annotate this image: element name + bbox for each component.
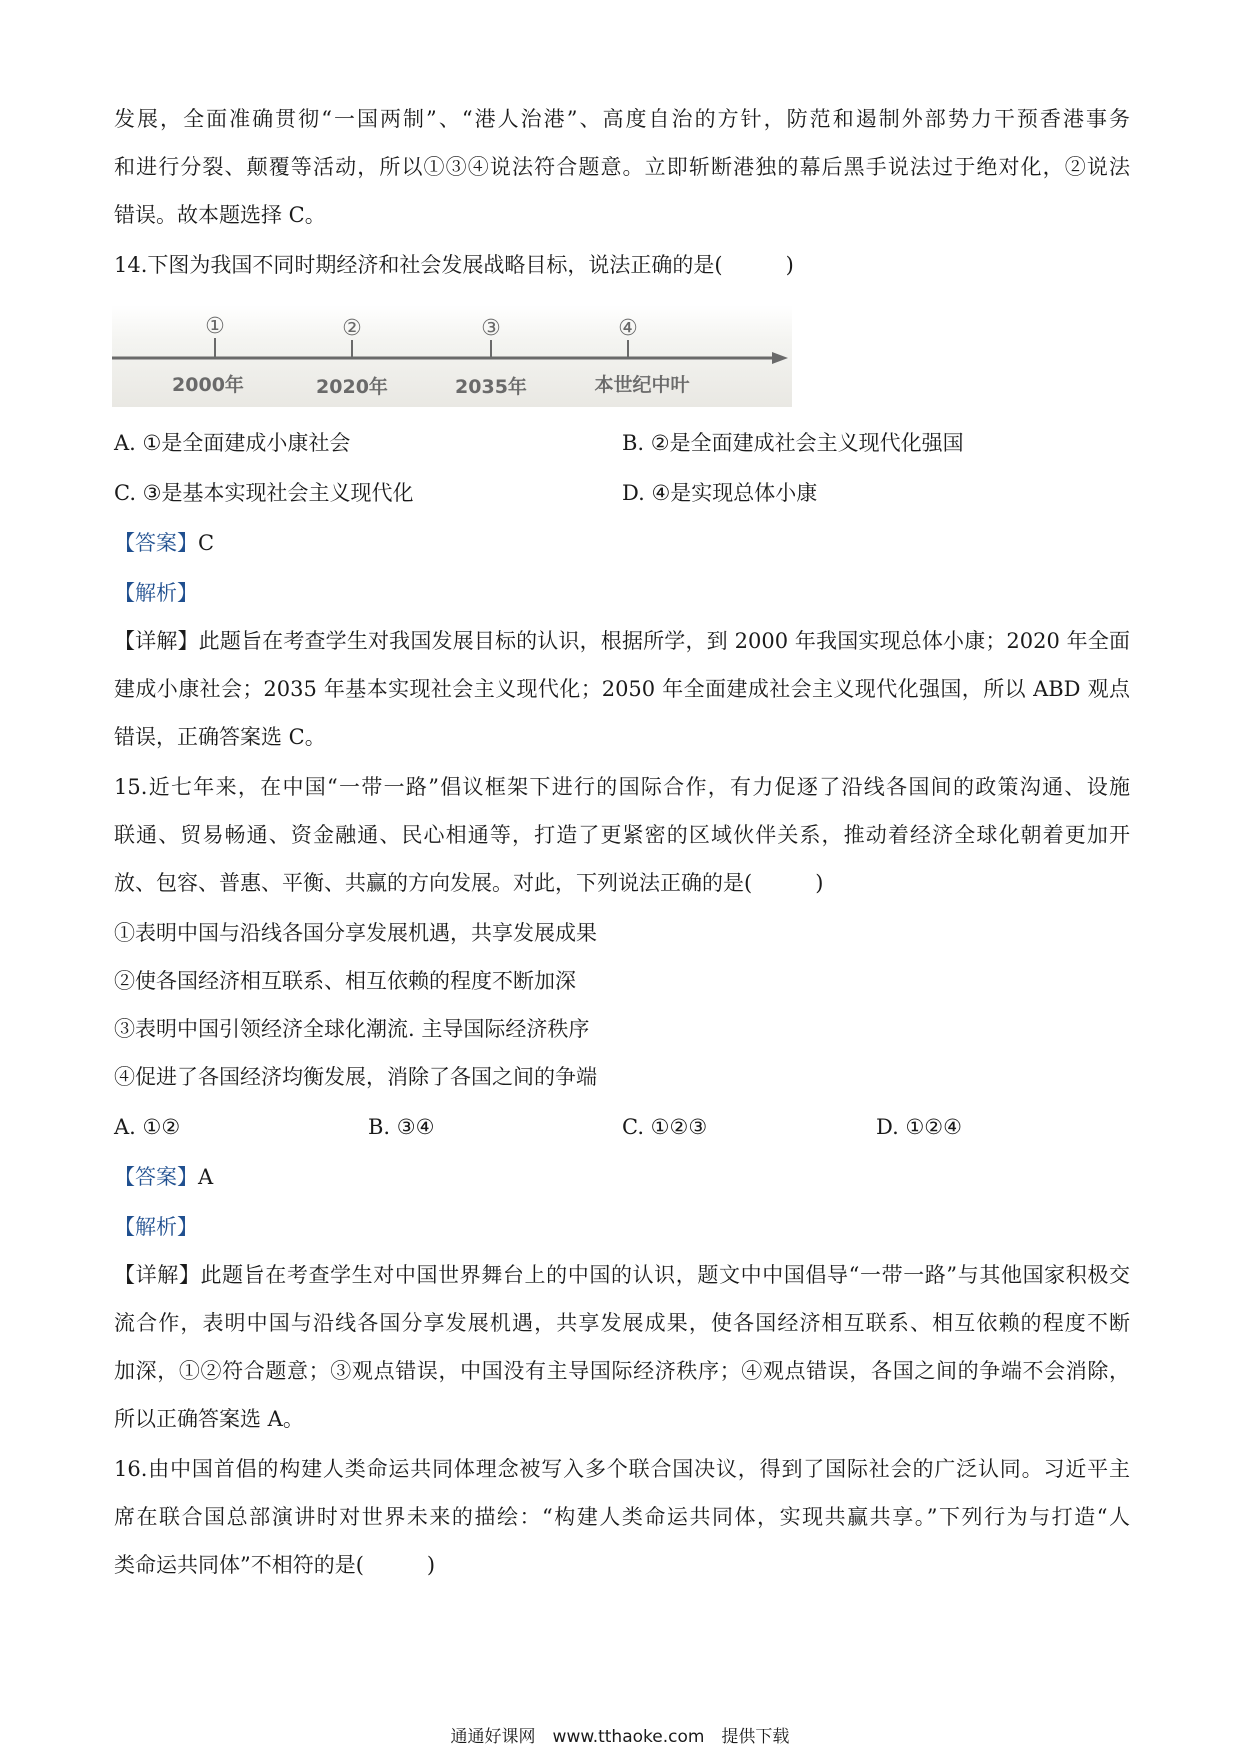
intro-line: 和进行分裂、颠覆等活动，所以①③④说法符合题意。立即斩断港独的幕后黑手说法过于绝对化，②说法 bbox=[114, 155, 1130, 179]
intro-line: 发展，全面准确贯彻“一国两制”、“港人治港”、高度自治的方针，防范和遏制外部势力干预香港事务 bbox=[114, 107, 1130, 131]
q14-detail-line: 建成小康社会；2035 年基本实现社会主义现代化；2050 年全面建成社会主义现代化强国，所以 ABD 观点 bbox=[114, 677, 1130, 701]
detail-text: 此题旨在考查学生对中国世界舞台上的中国的认识，题文中中国倡导“一带一路”与其他国家积极交 bbox=[200, 1263, 1131, 1287]
q15-statement: ③表明中国引领经济全球化潮流. 主导国际经济秩序 bbox=[114, 1017, 590, 1041]
q14-option-b: B. ②是全面建成社会主义现代化强国 bbox=[622, 431, 964, 455]
timeline-label: 2000年 bbox=[172, 374, 244, 396]
q14-option-a: A. ①是全面建成小康社会 bbox=[114, 431, 351, 455]
answer-value: A bbox=[198, 1165, 214, 1189]
timeline-label: 2020年 bbox=[316, 376, 388, 398]
timeline-arrowhead bbox=[772, 352, 788, 364]
q14-option-c: C. ③是基本实现社会主义现代化 bbox=[114, 481, 414, 505]
q15-option-a: A. ①② bbox=[114, 1115, 181, 1139]
q14-answer bbox=[114, 528, 1130, 558]
q15-statement: ②使各国经济相互联系、相互依赖的程度不断加深 bbox=[114, 969, 576, 993]
q16-stem-line: 席在联合国总部演讲时对世界未来的描绘：“构建人类命运共同体，实现共赢共享。”下列行为与打造“人 bbox=[114, 1505, 1130, 1529]
q15-statement: ④促进了各国经济均衡发展，消除了各国之间的争端 bbox=[114, 1065, 597, 1089]
detail-tag: 【详解】 bbox=[114, 629, 199, 653]
answer-tag: 【答案】 bbox=[114, 531, 198, 555]
timeline-marker: ① bbox=[205, 314, 225, 339]
q15-detail-line: 加深，①②符合题意；③观点错误，中国没有主导国际经济秩序；④观点错误，各国之间的争端不会消除， bbox=[114, 1359, 1130, 1383]
q16-stem-line: 16.由中国首倡的构建人类命运共同体理念被写入多个联合国决议，得到了国际社会的广泛认同。习近平主 bbox=[114, 1457, 1130, 1481]
q15-analysis bbox=[114, 1212, 1130, 1242]
timeline-label: 本世纪中叶 bbox=[594, 374, 690, 396]
page-footer: 通通好课网 www.tthaoke.com 提供下载 bbox=[450, 1727, 790, 1747]
q15-statement: ①表明中国与沿线各国分享发展机遇，共享发展成果 bbox=[114, 921, 597, 945]
timeline-marker: ② bbox=[342, 316, 362, 341]
q15-answer bbox=[114, 1162, 1130, 1192]
timeline-marker: ③ bbox=[481, 316, 501, 341]
q15-stem-line: 15.近七年来，在中国“一带一路”倡议框架下进行的国际合作，有力促逐了沿线各国间的政策沟通、设施 bbox=[114, 775, 1130, 799]
q15-option-d: D. ①②④ bbox=[876, 1115, 962, 1139]
detail-text: 此题旨在考查学生对我国发展目标的认识，根据所学，到 2000 年我国实现总体小康；2020 年全面 bbox=[198, 629, 1131, 653]
answer-value: C bbox=[198, 531, 215, 555]
q15-stem-line: 放、包容、普惠、平衡、共赢的方向发展。对此，下列说法正确的是( ) bbox=[114, 871, 824, 895]
q14-detail-line: 错误，正确答案选 C。 bbox=[114, 725, 326, 749]
detail-tag: 【详解】 bbox=[114, 1263, 201, 1287]
analysis-tag: 【解析】 bbox=[114, 1215, 198, 1239]
q15-detail-line: 所以正确答案选 A。 bbox=[114, 1407, 304, 1431]
q14-detail-line bbox=[114, 626, 1130, 656]
intro-line: 错误。故本题选择 C。 bbox=[114, 203, 326, 227]
answer-tag: 【答案】 bbox=[114, 1165, 198, 1189]
q14-option-d: D. ④是实现总体小康 bbox=[622, 481, 818, 505]
timeline-svg bbox=[112, 305, 792, 407]
timeline-label: 2035年 bbox=[455, 376, 527, 398]
q16-stem-line: 类命运共同体”不相符的是( ) bbox=[114, 1553, 436, 1577]
q15-detail-line bbox=[114, 1260, 1130, 1290]
q15-stem-line: 联通、贸易畅通、资金融通、民心相通等，打造了更紧密的区域伙伴关系，推动着经济全球化朝着更加开 bbox=[114, 823, 1130, 847]
q15-option-c: C. ①②③ bbox=[622, 1115, 708, 1139]
q14-analysis bbox=[114, 578, 1130, 608]
q15-option-b: B. ③④ bbox=[368, 1115, 435, 1139]
q14-stem: 14.下图为我国不同时期经济和社会发展战略目标，说法正确的是( ) bbox=[114, 253, 794, 277]
q14-timeline-figure bbox=[112, 305, 792, 407]
timeline-marker: ④ bbox=[618, 316, 638, 341]
q15-detail-line: 流合作，表明中国与沿线各国分享发展机遇，共享发展成果，使各国经济相互联系、相互依赖的程度不断 bbox=[114, 1311, 1130, 1335]
analysis-tag: 【解析】 bbox=[114, 581, 198, 605]
